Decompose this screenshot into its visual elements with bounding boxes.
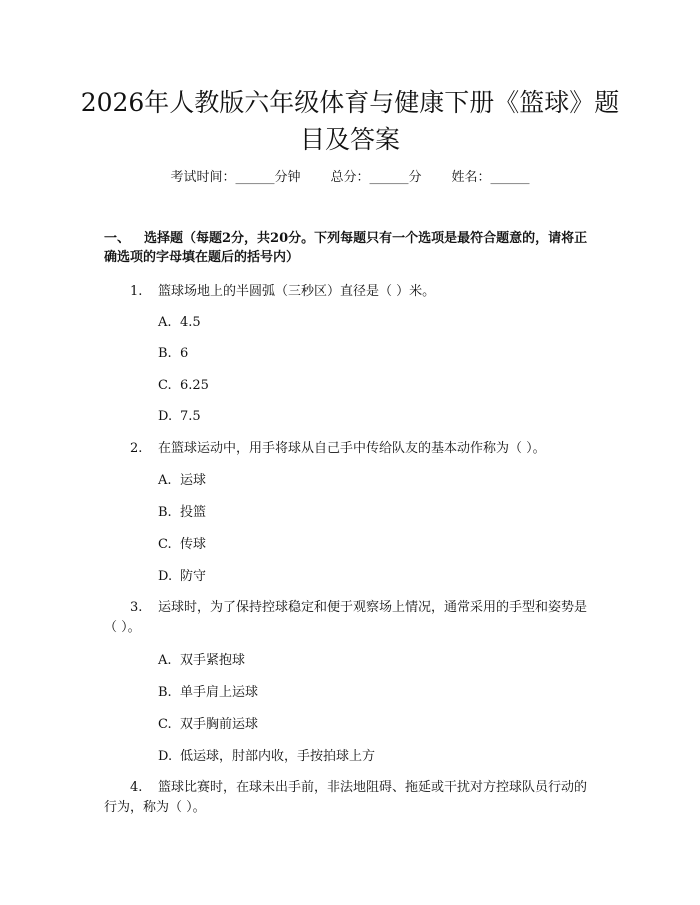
option-item: [158, 376, 209, 396]
option-text: 运球: [180, 473, 207, 488]
option-letter: D.: [158, 749, 173, 764]
option-letter: C.: [158, 537, 172, 552]
option-letter: B.: [158, 505, 172, 520]
question-3: [104, 598, 598, 638]
option-text: 6.25: [180, 378, 209, 393]
section-number: 一、: [104, 231, 131, 246]
option-item: [158, 407, 201, 427]
option-letter: B.: [158, 685, 172, 700]
option-text: 6: [180, 346, 189, 361]
section-heading: [104, 229, 598, 267]
option-item: [158, 535, 206, 555]
question-text: 篮球场地上的半圆弧（三秒区）直径是（ ）米。: [158, 284, 436, 299]
question-text: 篮球比赛时，在球未出手前，非法地阻碍、拖延或干扰对方控球队员行动的行为，称为（ ）。: [104, 780, 588, 815]
option-text: 7.5: [180, 409, 201, 424]
option-item: [158, 567, 206, 587]
option-text: 防守: [180, 569, 207, 584]
question-text: 在篮球运动中，用手将球从自己手中传给队友的基本动作称为（ ）。: [158, 441, 546, 456]
total-score-field: 总分：______分: [330, 170, 422, 185]
document-title: 2026年人教版六年级体育与健康下册《篮球》题目及答案: [80, 88, 620, 154]
question-number: 2.: [130, 441, 143, 456]
option-text: 低运球，肘部内收，手按拍球上方: [180, 749, 376, 764]
option-item: [158, 313, 201, 333]
option-text: 4.5: [180, 315, 201, 330]
option-letter: A.: [158, 653, 172, 668]
student-name-field: 姓名：______: [451, 170, 530, 185]
option-item: [158, 651, 245, 671]
question-number: 4.: [130, 780, 143, 795]
option-letter: D.: [158, 409, 173, 424]
option-text: 双手紧抱球: [180, 653, 246, 668]
option-text: 传球: [180, 537, 207, 552]
question-2: [104, 439, 598, 459]
question-text: 运球时，为了保持控球稳定和便于观察场上情况，通常采用的手型和姿势是（ ）。: [104, 600, 588, 635]
option-item: [158, 747, 375, 767]
option-letter: C.: [158, 717, 172, 732]
option-letter: A.: [158, 473, 172, 488]
exam-time-field: 考试时间：______分钟: [170, 170, 301, 185]
option-letter: B.: [158, 346, 172, 361]
question-number: 1.: [130, 284, 143, 299]
exam-meta: [0, 168, 700, 188]
option-text: 双手胸前运球: [180, 717, 259, 732]
option-item: [158, 471, 206, 491]
option-letter: C.: [158, 378, 172, 393]
section-instructions: 选择题（每题2分，共20分。下列每题只有一个选项是最符合题意的，请将正确选项的字母填在题后的括号内）: [104, 231, 588, 265]
option-item: [158, 503, 206, 523]
question-number: 3.: [130, 600, 143, 615]
option-item: [158, 683, 258, 703]
option-letter: D.: [158, 569, 173, 584]
question-1: [104, 282, 598, 302]
option-item: [158, 715, 258, 735]
option-item: [158, 344, 188, 364]
option-text: 投篮: [180, 505, 207, 520]
option-text: 单手肩上运球: [180, 685, 259, 700]
question-4: [104, 778, 598, 818]
option-letter: A.: [158, 315, 172, 330]
